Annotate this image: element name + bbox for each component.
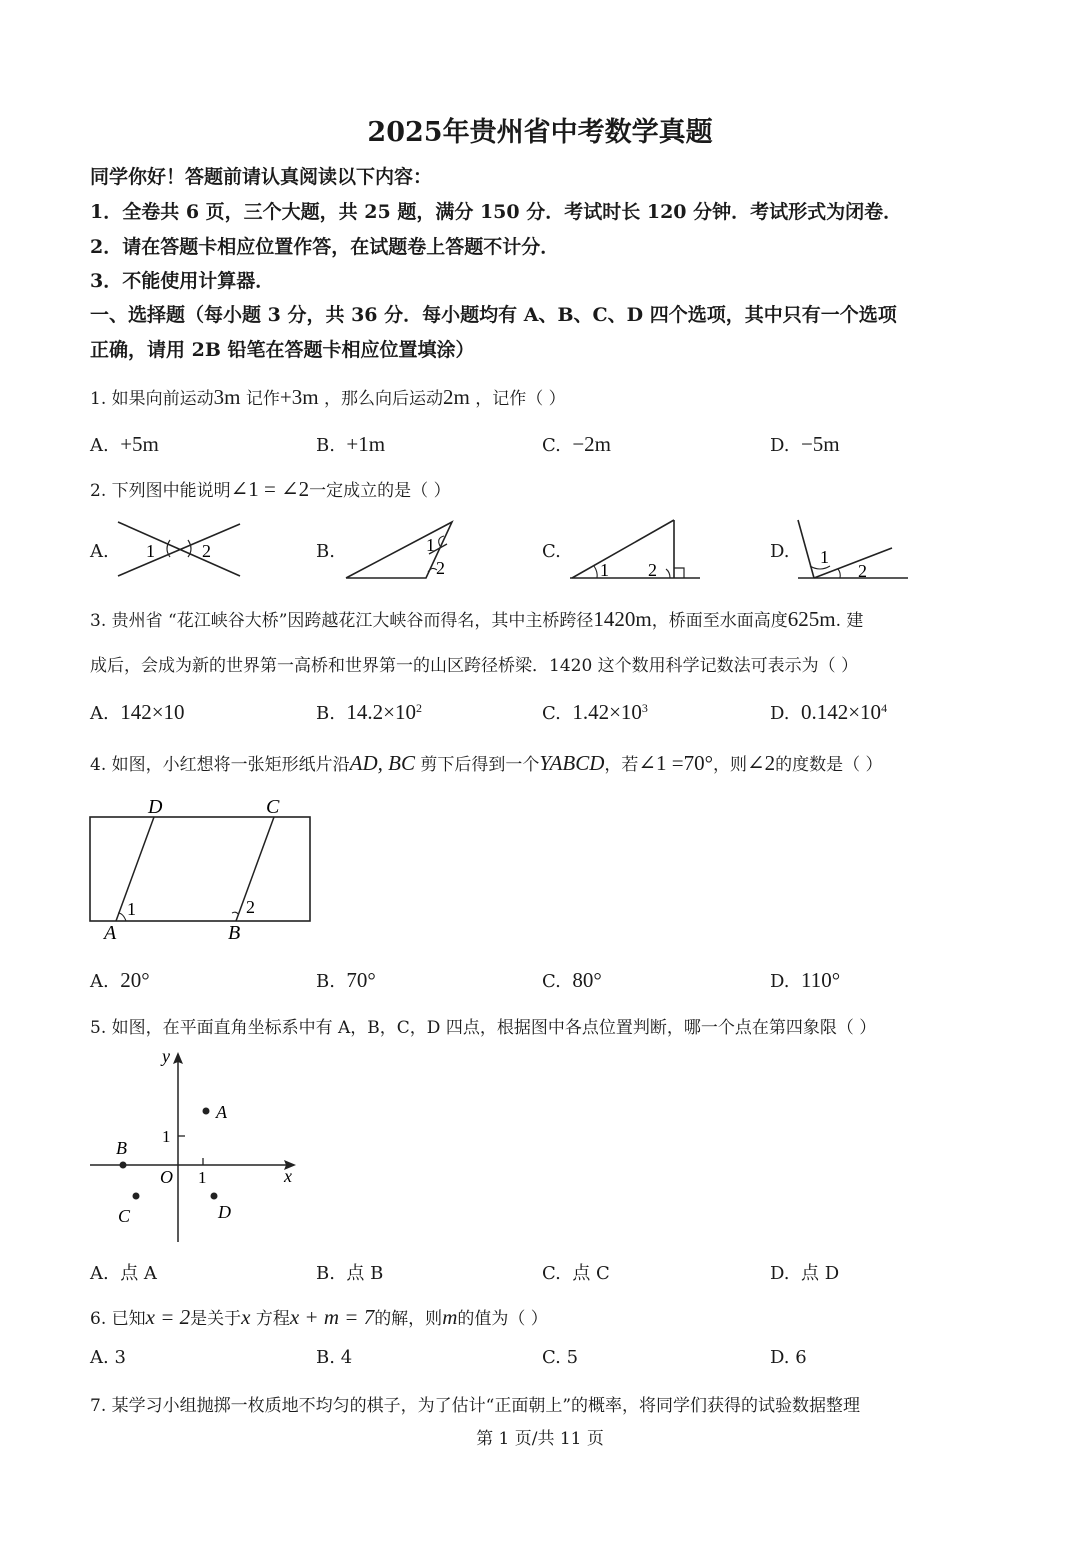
q6-text-e: 的值为（ ）	[457, 1309, 548, 1329]
q3-math-1: 1420m	[593, 607, 652, 631]
question-7-stem: 7. 某学习小组抛掷一枚质地不均匀的棋子，为了估计“正面朝上”的概率，将同学们获得的试验数据整理	[90, 1396, 861, 1416]
q6-math-4: m	[442, 1305, 458, 1329]
q1-option-d	[770, 432, 840, 457]
q2-label-b: B.	[316, 541, 335, 562]
q2-figure-b	[340, 514, 460, 584]
page-footer: 第 1 页/共 11 页	[476, 1429, 604, 1449]
q5-coordinate-figure	[86, 1044, 302, 1248]
option-text: −5m	[800, 432, 840, 456]
q4-option-d	[770, 968, 840, 993]
q6-option-c	[542, 1347, 578, 1368]
q3-math-2: 625m	[787, 607, 836, 631]
option-label: C.	[542, 971, 561, 992]
q3-option-a	[90, 700, 185, 725]
option-text: 点 D	[800, 1263, 840, 1284]
q6-option-d	[770, 1347, 807, 1368]
question-3-line2: 成后，会成为新的世界第一高桥和世界第一的山区跨径桥梁．1420 这个数用科学记数法可表示为（ ）	[90, 656, 859, 676]
x-axis-label: x	[284, 1166, 292, 1186]
q2-label-c: C.	[542, 541, 561, 562]
q5-option-d	[770, 1259, 839, 1285]
q3-text-a: 3. 贵州省 “花江峡谷大桥”因跨越花江大峡谷而得名，其中主桥跨径	[90, 611, 594, 631]
option-label: C.	[542, 1263, 561, 1284]
q1-math-2: +3m	[279, 385, 319, 409]
option-label: B.	[316, 435, 335, 456]
option-label: B.	[316, 703, 335, 724]
q3-option-c	[542, 700, 648, 725]
section-heading-line2: 正确，请用 2B 铅笔在答题卡相应位置填涂）	[90, 339, 475, 361]
q4-option-a	[90, 968, 150, 993]
angle-1-label: 1	[820, 547, 829, 567]
question-3-line1	[90, 606, 863, 632]
option-text: 14.2×10	[346, 700, 416, 724]
section-heading-line1: 一、选择题（每小题 3 分，共 36 分．每小题均有 A、B、C、D 四个选项，其中只有一个选项	[90, 304, 897, 326]
question-5-stem: 5. 如图，在平面直角坐标系中有 A，B，C，D 四点，根据图中各点位置判断，哪一个点在第四象限（ ）	[90, 1018, 877, 1038]
q3-option-b	[316, 700, 422, 725]
q2-text-b: 一定成立的是（ ）	[309, 481, 451, 501]
point-d	[211, 1193, 218, 1200]
angle-2-label: 2	[858, 561, 867, 581]
q6-option-b	[316, 1347, 352, 1368]
q4-text-c: ，若	[604, 755, 639, 775]
q4-text-b: 剪下后得到一个	[420, 755, 540, 775]
q1-text-c: ，那么向后运动	[323, 389, 443, 409]
q6-math-3: x + m = 7	[289, 1305, 375, 1329]
question-2-stem	[90, 476, 451, 502]
point-a-label: A	[216, 1102, 227, 1122]
option-text: 点 C	[572, 1263, 610, 1284]
option-exponent: 2	[416, 701, 422, 715]
q1-math-1: 3m	[213, 385, 241, 409]
question-6-stem	[90, 1304, 548, 1330]
q4-math-1: AD, BC	[349, 751, 415, 775]
option-label: D.	[770, 971, 790, 992]
option-label: C.	[542, 703, 561, 724]
page-title: 2025年贵州省中考数学真题	[367, 117, 713, 148]
question-1-stem	[90, 384, 566, 410]
angle-2-label: 2	[436, 558, 445, 578]
origin-label: O	[160, 1167, 173, 1187]
q4-math-3: ∠1 =70°	[638, 751, 713, 775]
point-c-label: C	[118, 1206, 131, 1226]
option-text: 点 A	[120, 1263, 157, 1284]
y-tick-1-label: 1	[162, 1127, 171, 1146]
note-2: 2．请在答题卡相应位置作答，在试题卷上答题不计分．	[90, 236, 560, 258]
option-label: A.	[90, 435, 109, 456]
q3-text-b: ，桥面至水面高度	[651, 611, 788, 631]
option-text: 0.142×10	[800, 700, 882, 724]
q4-option-b	[316, 968, 376, 993]
q2-label-d: D.	[770, 541, 790, 562]
option-label: B.	[316, 1263, 335, 1284]
q1-math-3: 2m	[442, 385, 470, 409]
point-b-label: B	[116, 1138, 127, 1158]
option-text: 1.42×10	[572, 700, 642, 724]
point-a-label: A	[104, 922, 117, 944]
option-text: 3	[114, 1347, 126, 1368]
x-tick-1-label: 1	[198, 1168, 207, 1187]
q6-option-a	[90, 1347, 126, 1368]
angle-1-label: 1	[146, 541, 155, 561]
q5-option-a	[90, 1259, 157, 1285]
q1-text-a: 1. 如果向前运动	[90, 389, 214, 409]
q2-math: ∠1 = ∠2	[230, 477, 310, 501]
q5-option-c	[542, 1259, 610, 1285]
option-exponent: 4	[881, 701, 888, 715]
point-c	[133, 1193, 140, 1200]
point-b	[120, 1162, 127, 1169]
option-label: A.	[90, 971, 109, 992]
q6-text-c: 方程	[250, 1309, 290, 1329]
q6-text-b: 是关于	[190, 1309, 242, 1329]
option-text: 20°	[120, 968, 150, 992]
q1-option-c	[542, 432, 611, 457]
option-text: −2m	[572, 432, 611, 456]
q4-text-d: ，则	[713, 755, 747, 775]
point-d-label: D	[218, 1202, 231, 1222]
option-label: D.	[770, 1347, 790, 1368]
q1-text-d: ，记作（ ）	[475, 389, 566, 409]
angle-2-label: 2	[246, 897, 255, 917]
option-text: +5m	[120, 432, 159, 456]
q6-math-2: x	[241, 1305, 251, 1329]
angle-1-label: 1	[426, 535, 435, 555]
option-label: D.	[770, 435, 790, 456]
option-text: 4	[340, 1347, 353, 1368]
option-label: C.	[542, 435, 561, 456]
option-label: A.	[90, 1347, 109, 1368]
point-d-label: D	[148, 796, 163, 818]
option-label: D.	[770, 703, 790, 724]
q2-text-a: 2. 下列图中能说明	[90, 481, 231, 501]
option-text: 80°	[572, 968, 602, 992]
q1-option-a	[90, 432, 159, 457]
q6-text-a: 6. 已知	[90, 1309, 146, 1329]
q3-text-c: . 建	[835, 611, 864, 631]
q6-math-1: x = 2	[145, 1305, 191, 1329]
option-label: B.	[316, 1347, 335, 1368]
q4-text-e: 的度数是（ ）	[775, 755, 883, 775]
q2-figure-a	[112, 516, 247, 582]
q2-label-a: A.	[90, 541, 109, 562]
option-text: 70°	[346, 968, 376, 992]
note-3: 3．不能使用计算器．	[90, 270, 275, 292]
angle-2-label: 2	[202, 541, 211, 561]
y-axis-label: y	[162, 1046, 170, 1066]
option-text: 6	[795, 1347, 807, 1368]
option-text: 点 B	[346, 1263, 384, 1284]
question-4-stem	[90, 750, 883, 776]
q4-option-c	[542, 968, 602, 993]
option-text: 110°	[800, 968, 841, 992]
q4-text-a: 4. 如图，小红想将一张矩形纸片沿	[90, 755, 350, 775]
q3-option-d	[770, 700, 887, 725]
option-label: C.	[542, 1347, 561, 1368]
point-b-label: B	[228, 922, 241, 944]
q4-math-2: YABCD	[539, 751, 605, 775]
angle-1-label: 1	[600, 560, 609, 580]
q4-math-4: ∠2	[747, 751, 776, 775]
angle-1-label: 1	[127, 899, 136, 919]
option-label: A.	[90, 1263, 109, 1284]
option-text: +1m	[346, 432, 386, 456]
option-text: 5	[566, 1347, 579, 1368]
point-a	[203, 1108, 210, 1115]
angle-2-label: 2	[648, 560, 657, 580]
option-text: 142×10	[120, 700, 185, 724]
q1-text-b: 记作	[245, 389, 280, 409]
q4-figure	[86, 793, 318, 945]
q2-figure-c	[566, 514, 706, 584]
q5-option-b	[316, 1259, 383, 1285]
option-label: A.	[90, 703, 109, 724]
option-exponent: 3	[641, 701, 648, 715]
note-1: 1．全卷共 6 页，三个大题，共 25 题，满分 150 分．考试时长 120 分钟．考试形式为闭卷．	[90, 201, 903, 223]
option-label: B.	[316, 971, 335, 992]
option-label: D.	[770, 1263, 790, 1284]
intro-note: 同学你好！答题前请认真阅读以下内容：	[90, 166, 433, 188]
q6-text-d: 的解，则	[374, 1309, 443, 1329]
q2-figure-d	[794, 514, 914, 584]
q1-option-b	[316, 432, 385, 457]
point-c-label: C	[266, 796, 280, 818]
